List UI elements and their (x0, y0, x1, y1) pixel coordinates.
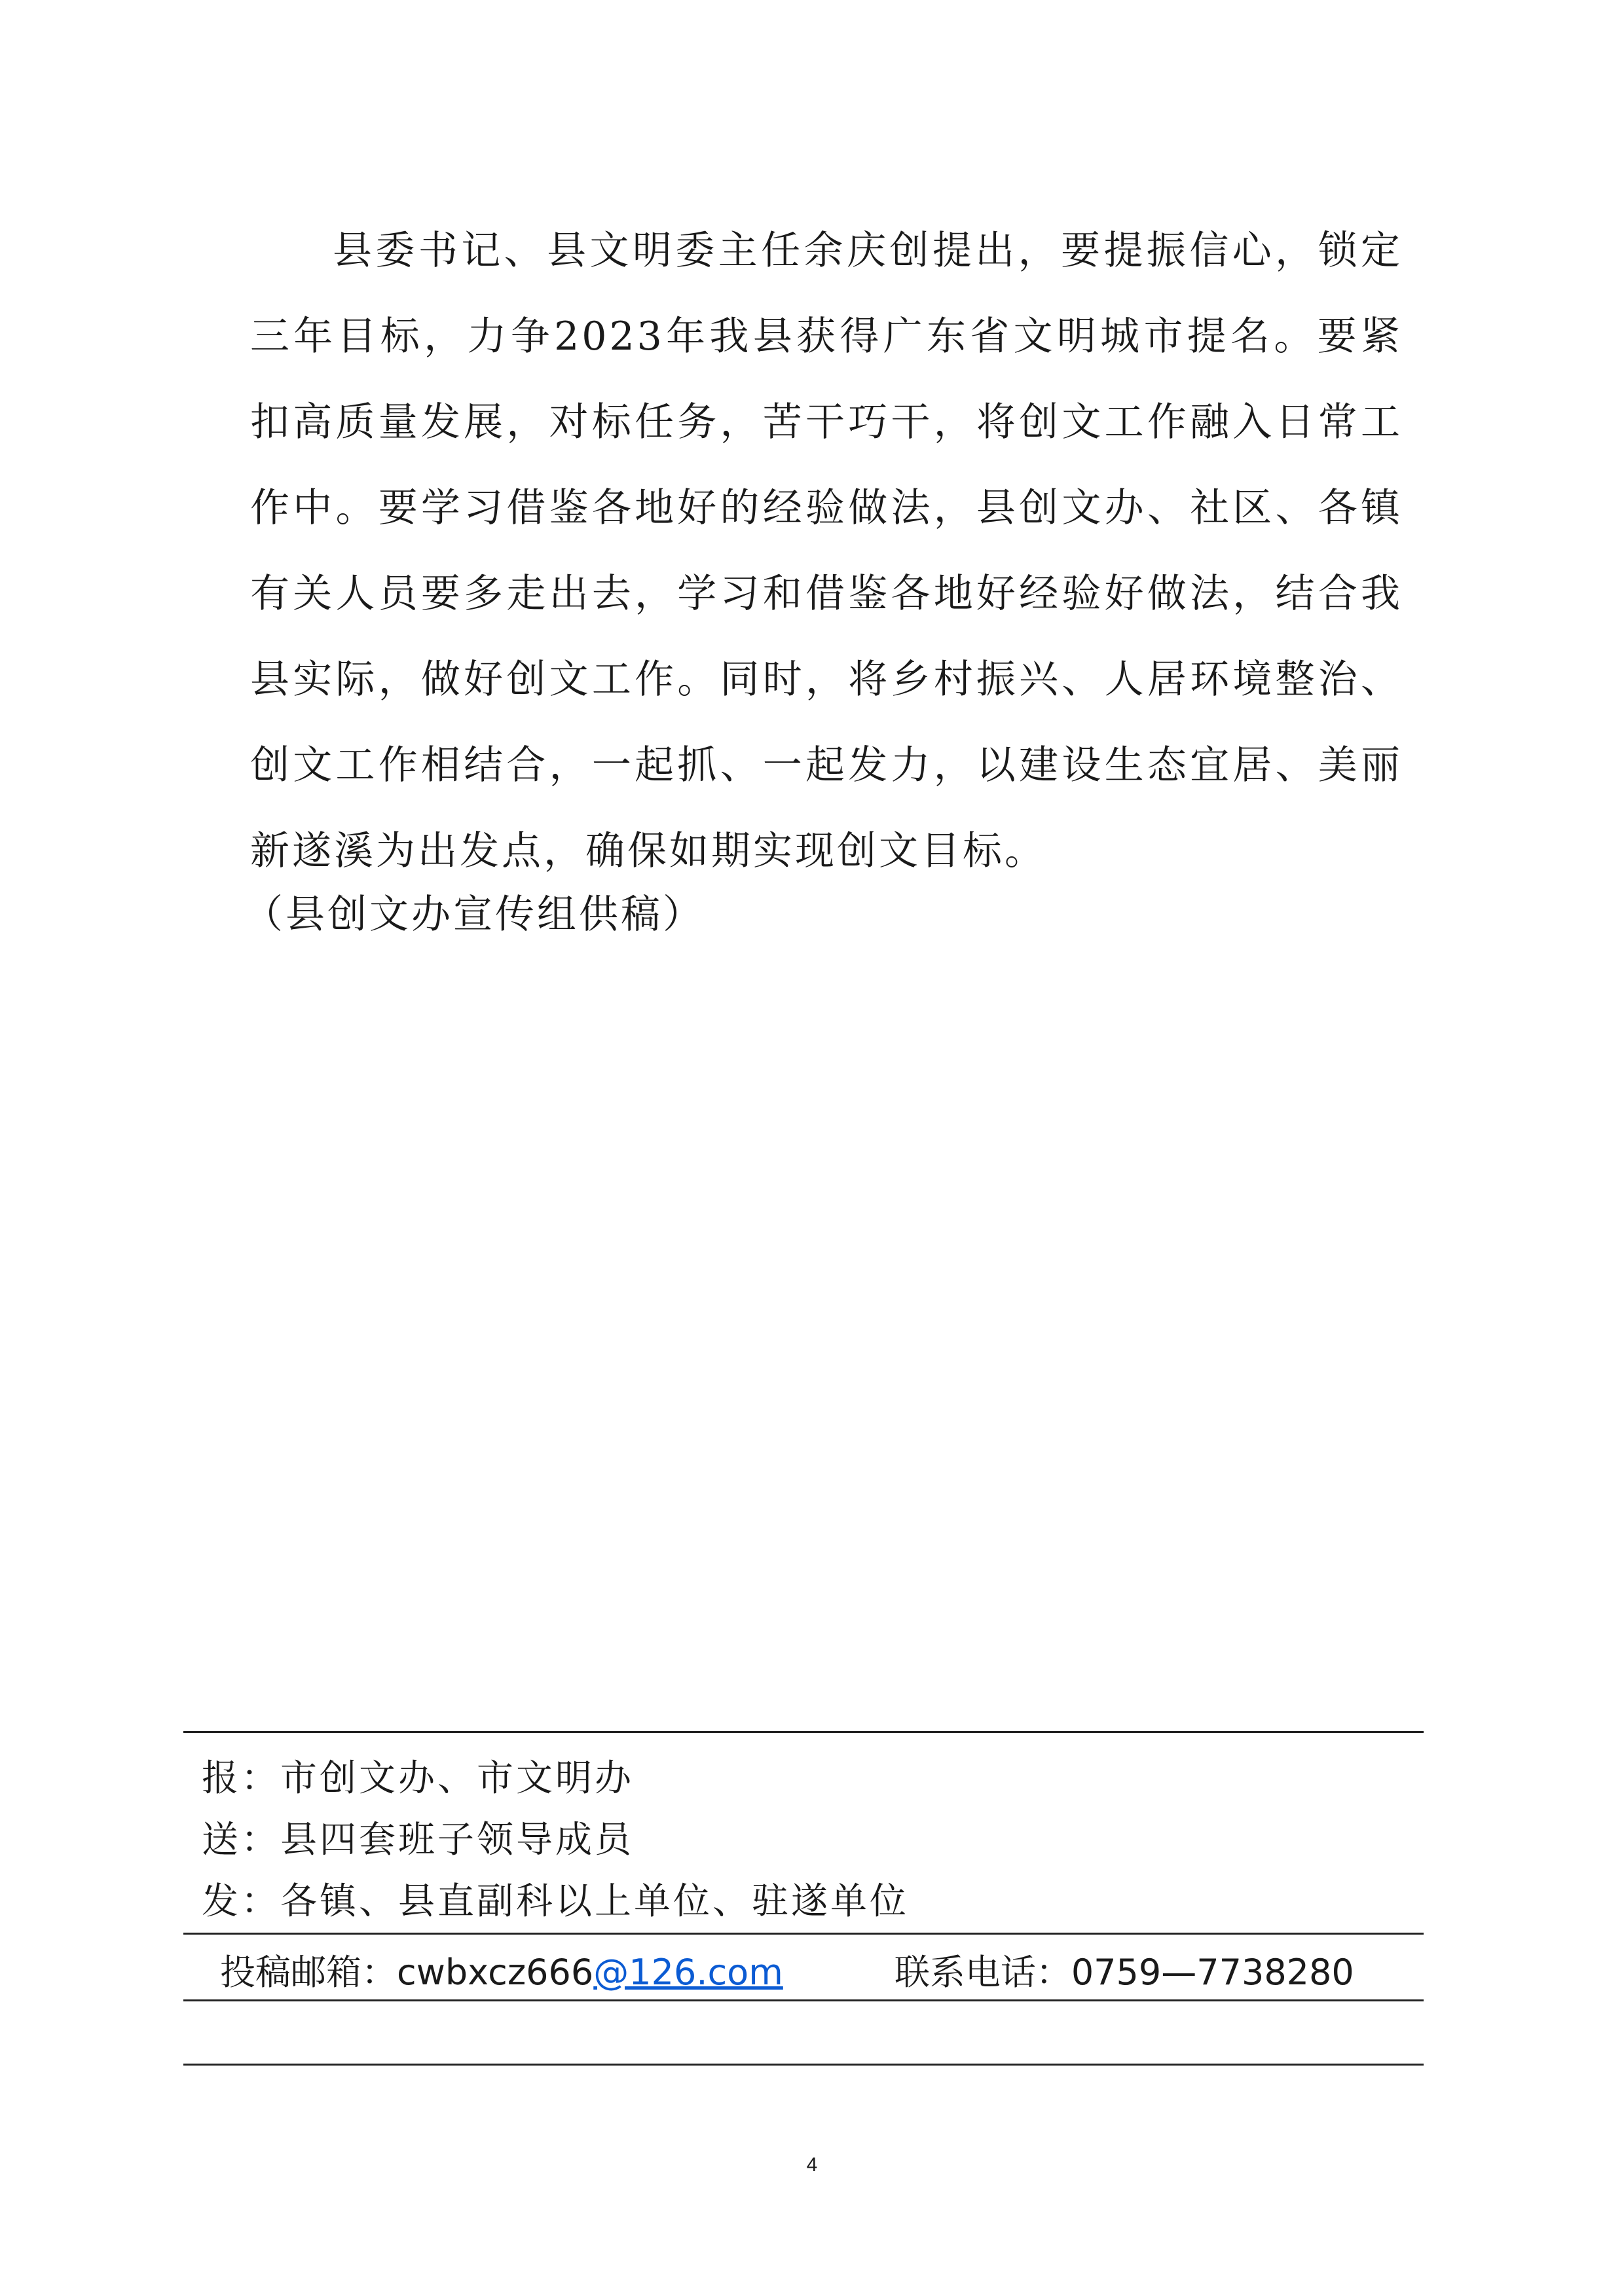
distribution-top-rule (183, 1731, 1424, 1733)
phone-label: 联系电话： (894, 1952, 1071, 1993)
page-number: 4 (806, 2154, 818, 2176)
footer-rule (183, 2064, 1424, 2066)
contact-top-rule (183, 1933, 1424, 1935)
contact-bottom-rule (183, 1999, 1424, 2001)
email-label: 投稿邮箱： (220, 1952, 397, 1993)
phone-number: 0759—7738280 (1071, 1952, 1354, 1993)
email-link[interactable]: @126.com (593, 1952, 783, 1993)
email-user: cwbxcz666 (397, 1952, 594, 1993)
article-credit: （县创文办宣传组供稿） (244, 892, 705, 938)
report-to-line: 报：市创文办、市文明办 (202, 1757, 634, 1800)
contact-row (220, 1944, 1354, 1995)
send-to-line: 送：县四套班子领导成员 (202, 1819, 634, 1861)
article-body: 县委书记、县文明委主任余庆创提出，要提振信心，锁定三年目标，力争2023年我县获得广东省文明城市提名。要紧扣高质量发展，对标任务，苦干巧干，将创文工作融入日常工作中。要学习借鉴各地好的经验做法，县创文办、社区、各镇有关人员要多走出去，学习和借鉴各地好经验好做法，结合我县实际，做好创文工作。同时，将乡村振兴、人居环境整治、创文工作相结合，一起抓、一起发力，以建设生态宜居、美丽新遂溪为出发点，确保如期实现创文目标。 (250, 228, 1403, 874)
issue-to-line: 发：各镇、县直副科以上单位、驻遂单位 (202, 1880, 909, 1923)
